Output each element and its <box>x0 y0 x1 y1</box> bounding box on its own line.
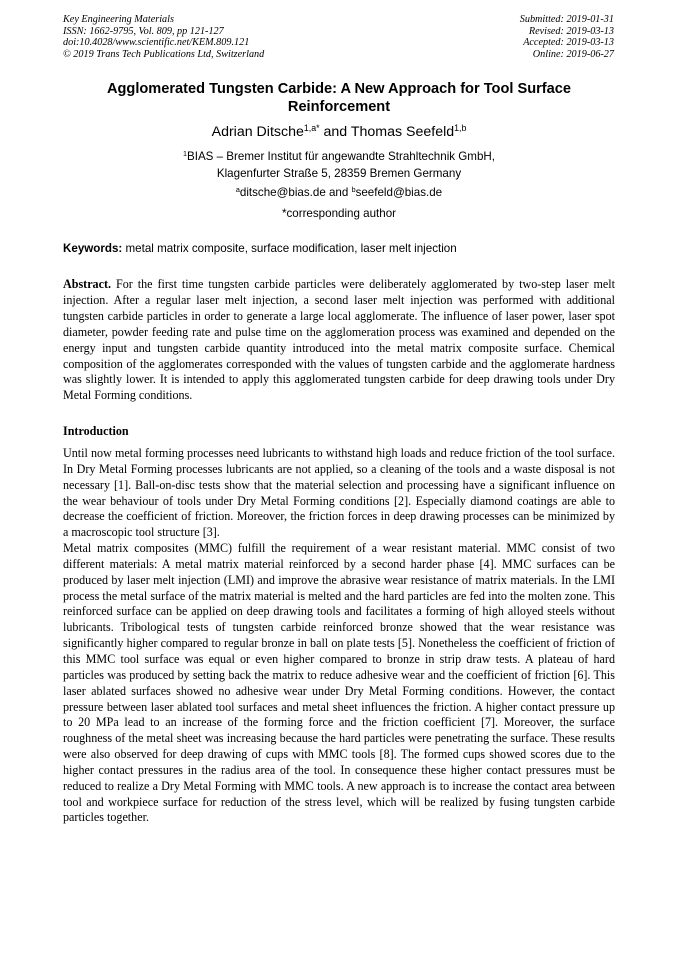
journal-info <box>63 14 264 60</box>
title-line-1: Agglomerated Tungsten Carbide: A New Approach for Tool Surface <box>106 81 572 97</box>
author-ditsche: Adrian Ditsche <box>211 124 304 140</box>
publication-dates <box>520 14 614 60</box>
online-date: Online: 2019-06-27 <box>532 48 614 60</box>
abstract-text: For the first time tungsten carbide particles were deliberately agglomerated by two-step laser melt injection. After a regular laser melt injection, a second laser melt injection was performed with additional tungsten carbide particles in order to generate a large local agglomerate. The influence of laser power, laser spot diameter, powder feeding rate and pulse time on the agglomeration process was examined and depended on the energy input and tungsten carbide quantity introduced into the metal matrix composite surface. Chemical composition of the agglomerates corresponded with the values of tungsten carbide and the agglomerate hardness was slightly lower. It is intended to apply this agglomerated tungsten carbide for deep drawing tools under Dry Metal Forming conditions. <box>63 277 615 403</box>
intro-paragraph: Metal matrix composites (MMC) fulfill the requirement of a wear resistant material. MMC consist of two different materials: A metal matrix material reinforced by a second harder phase [4]. MMC surfaces can be produced by laser melt injection (LMI) and improve the abrasive wear resistance of matrix materials. In the LMI process the metal surface of the matrix material is melted and the hard particles are fed into the molten zone. This reinforced surface can be applied on deep drawing tools and facilitates a forming of high alloyed steels without lubricants. Tribological tests of tungsten carbide reinforced bronze showed that the wear resistance was significantly higher compared to regular bronze in ball on plate tests [5]. Nonetheless the coefficient of friction of this MMC tool surface was equal or even higher compared to bronze in strip draw tests. A plateau of hard particles was produced by setting back the matrix to reduce adhesive wear and the coefficient of friction [6]. This laser ablated surfaces showed no adhesive wear under Dry Metal Forming conditions. However, the contact pressure between laser ablated tool surfaces and metal sheet influences the friction. A higher contact pressure up to 20 MPa lead to an increase of the forming force and the friction coefficient [7]. Moreover, the surface roughness of the metal sheet was increasing because the hard particles were penetrating the surface. These results were also observed for deep drawing of cups with MMC tools [8]. The formed cups showed scores due to the higher contact pressures in the radius area of the tool. In consequence these higher contact pressures must be reduced to realize a Dry Metal Forming with MMC tools. A new approach is to increase the contact area between tool and workpiece surface for reduction of the stress level, which will be realized by fusing tungsten carbide particles together. <box>63 541 615 825</box>
abstract <box>63 277 615 404</box>
keywords-text: metal matrix composite, surface modification, laser melt injection <box>122 242 457 255</box>
affiliation-line-2: Klagenfurter Straße 5, 28359 Bremen Germany <box>216 167 462 180</box>
corresponding-author-note: *corresponding author <box>281 207 397 220</box>
title-line-2: Reinforcement <box>287 98 391 115</box>
author-list <box>63 124 615 141</box>
email-b-sup: b <box>351 185 356 195</box>
affiliation <box>63 148 615 182</box>
issn-line: ISSN: 1662-9795, Vol. 809, pp 121-127 <box>63 25 224 37</box>
revised-date: Revised: 2019-03-13 <box>528 25 614 37</box>
author-ditsche-sup: 1,a* <box>303 123 320 134</box>
paper-title <box>63 81 615 116</box>
author-conjunction: and <box>319 124 351 140</box>
keywords <box>63 241 615 256</box>
author-seefeld: Thomas Seefeld <box>350 124 455 140</box>
email-ditsche[interactable]: ditsche@bias.de <box>239 186 326 199</box>
affiliation-sup: 1 <box>182 149 187 159</box>
submitted-date: Submitted: 2019-01-31 <box>519 14 614 25</box>
journal-name: Key Engineering Materials <box>63 14 174 25</box>
email-seefeld[interactable]: seefeld@bias.de <box>355 186 443 199</box>
affiliation-line-1 <box>63 148 615 165</box>
copyright-line: © 2019 Trans Tech Publications Ltd, Switzerland <box>63 48 265 60</box>
email-a-sup: a <box>235 185 240 195</box>
keywords-label: Keywords: <box>63 242 123 255</box>
accepted-date: Accepted: 2019-03-13 <box>523 37 614 49</box>
abstract-label: Abstract. <box>63 277 112 291</box>
introduction-body <box>63 446 615 826</box>
intro-paragraph: Until now metal forming processes need lubricants to withstand high loads and reduce friction of the tool surface. In Dry Metal Forming processes lubricants are not applied, so a cleaning of the tools and a waste disposal is not necessary [1]. Ball-on-disc tests show that the material selection and processing have a significant influence on the wear behaviour of tools under Dry Metal Forming conditions [2]. Especially diamond coatings are able to decrease the coefficient of friction. Moreover, the friction forces in deep drawing processes can be minimized by a macroscopic tool structure [3]. <box>63 446 615 540</box>
doi-line: doi:10.4028/www.scientific.net/KEM.809.121 <box>63 37 250 49</box>
email-line <box>63 185 615 200</box>
affiliation-institute: BIAS – Bremer Institut für angewandte Strahltechnik GmbH, <box>186 150 496 163</box>
email-conjunction: and <box>325 186 352 199</box>
author-seefeld-sup: 1,b <box>454 123 467 134</box>
section-heading-introduction: Introduction <box>63 424 129 438</box>
